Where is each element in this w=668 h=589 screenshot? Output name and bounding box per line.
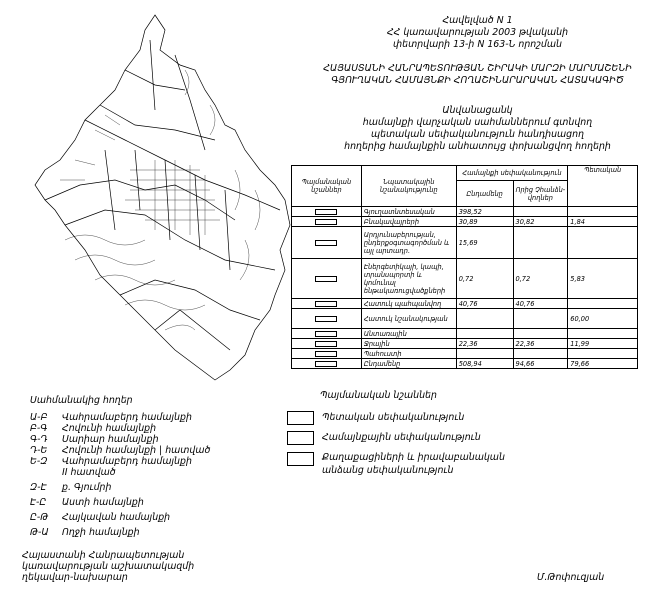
row-including: 22,36 <box>513 339 568 349</box>
row-total: 0,72 <box>456 259 513 299</box>
list-item: Ը-Թ Հայկավան համայնքի <box>30 512 171 523</box>
legend-swatch-state <box>287 411 314 425</box>
row-name: Էներգետիկայի, կապի, տրանսպորտի և կոմունալ ենթակառուցվածքների <box>361 259 456 299</box>
row-symbol <box>292 217 362 227</box>
row-state: 11,99 <box>568 339 638 349</box>
row-including <box>513 207 568 217</box>
symbol-box <box>315 351 337 357</box>
row-total: 40,76 <box>456 299 513 309</box>
symbol-box <box>315 331 337 337</box>
row-name: Հատուկ պահպանվող <box>361 299 456 309</box>
list-item: Զ-Է ք. Գյումրի <box>30 482 112 493</box>
table-row <box>292 227 638 259</box>
list-item: Ա-Բ Վահրամաբերդ համայնքի <box>30 412 192 423</box>
row-symbol <box>292 259 362 299</box>
boundaries-list <box>30 412 290 538</box>
signatory-position <box>22 550 194 583</box>
table-row <box>292 207 638 217</box>
col-header-state: Պետական <box>568 166 638 207</box>
signatory-name: Մ.Թոփուզյան <box>537 572 605 583</box>
table-row <box>292 349 638 359</box>
row-total: 30,89 <box>456 217 513 227</box>
col-header-purpose: Նպատակային նշանակությունը <box>361 166 456 207</box>
symbol-box <box>315 240 337 246</box>
row-including <box>513 349 568 359</box>
land-table <box>291 165 638 369</box>
symbol-box <box>315 361 337 367</box>
row-name: Արդյունաբերության, ընդերքօգտագործման և այլ արտադր. <box>361 227 456 259</box>
table-header-row <box>292 166 638 181</box>
row-total: 398,52 <box>456 207 513 217</box>
row-symbol <box>292 329 362 339</box>
row-name: Ջրային <box>361 339 456 349</box>
row-total <box>456 309 513 329</box>
list-item: Թ-Ա Ողջի համայնքի <box>30 527 140 538</box>
row-including <box>513 309 568 329</box>
signatory-line-2: կառավարության աշխատակազմի <box>22 561 195 572</box>
list-title-line-2: համայնքի վարչական սահմաններում գտնվող <box>362 117 593 128</box>
table-row <box>292 217 638 227</box>
table-row <box>292 259 638 299</box>
row-name: Բնակավայրերի <box>361 217 456 227</box>
row-including <box>513 227 568 259</box>
row-symbol <box>292 339 362 349</box>
row-symbol <box>292 349 362 359</box>
row-name: Հատուկ նշանակության <box>361 309 456 329</box>
row-name: Պահուստի <box>361 349 456 359</box>
decree-line-1: ՀՀ կառավարության 2003 թվականի <box>386 27 569 38</box>
legend-label-state: Պետական սեփականություն <box>322 412 465 423</box>
annex-header <box>290 15 665 51</box>
row-state: 1,84 <box>568 217 638 227</box>
row-name: Ընդամենը <box>361 359 456 369</box>
row-name: Գյուղատնտեսական <box>361 207 456 217</box>
symbol-box <box>315 341 337 347</box>
row-symbol <box>292 309 362 329</box>
row-total: 22,36 <box>456 339 513 349</box>
col-header-total: Ընդամենը <box>456 181 513 207</box>
table-row <box>292 359 638 369</box>
row-including: 30,82 <box>513 217 568 227</box>
row-total <box>456 329 513 339</box>
list-item: Գ-Դ Սարիար համայնքի <box>30 434 159 445</box>
col-header-including: Որից Չհանձն-վողներ <box>513 181 568 207</box>
cadastral-map <box>5 10 295 385</box>
row-total <box>456 349 513 359</box>
row-symbol <box>292 227 362 259</box>
row-including: 0,72 <box>513 259 568 299</box>
list-item: Դ-Ե Հովունի համայնքի | հատված <box>30 445 211 456</box>
table-row <box>292 309 638 329</box>
col-header-community: Համայնքի սեփականություն <box>456 166 568 181</box>
row-state: 60,00 <box>568 309 638 329</box>
symbol-box <box>315 316 337 322</box>
row-symbol <box>292 299 362 309</box>
row-including: 94,66 <box>513 359 568 369</box>
legend-label-community: Համայնքային սեփականություն <box>322 432 481 443</box>
row-including <box>513 329 568 339</box>
row-symbol <box>292 207 362 217</box>
list-title-line-4: հողերից համայնքին անհատույց փոխանցվող հողերի <box>344 141 611 152</box>
annex-number: Հավելված N 1 <box>442 15 513 26</box>
legend-title: Պայմանական նշաններ <box>320 390 437 401</box>
row-state <box>568 329 638 339</box>
boundaries-title: Սահմանակից հողեր <box>30 395 133 406</box>
title-line-1: ՀԱՅԱՍՏԱՆԻ ՀԱՆՐԱՊԵՏՈՒԹՅԱՆ ՇԻՐԱԿԻ ՄԱՐԶԻ ՄԱՐՄԱՇԵՆԻ <box>323 63 632 74</box>
row-including: 40,76 <box>513 299 568 309</box>
table-row <box>292 299 638 309</box>
list-item: Ե-Զ Վահրամաբերդ համայնքի <box>30 456 192 467</box>
title-line-2: ԳՅՈՒՂԱԿԱՆ ՀԱՄԱՅՆՔԻ ՀՈՂԱՇԻՆԱՐԱՐԱԿԱՆ ՀԱՏԱԿԱԳԻԾ <box>331 75 624 86</box>
row-total: 508,94 <box>456 359 513 369</box>
signatory-line-1: Հայաստանի Հանրապետության <box>22 550 185 561</box>
symbol-box <box>315 301 337 307</box>
legend-label-private-1: Քաղաքացիների և իրավաբանական <box>322 452 505 463</box>
symbol-box <box>315 276 337 282</box>
row-state <box>568 349 638 359</box>
symbol-box <box>315 219 337 225</box>
row-name: Անտառային <box>361 329 456 339</box>
list-title-line-3: պետական սեփականություն հանդիսացող <box>370 129 585 140</box>
legend-label-private-2: անձանց սեփականություն <box>322 465 454 476</box>
symbol-box <box>315 209 337 215</box>
legend-swatch-private <box>287 452 314 466</box>
row-state: 79,66 <box>568 359 638 369</box>
list-title-line-1: Անվանացանկ <box>442 105 513 116</box>
row-total: 15,69 <box>456 227 513 259</box>
list-item: Է-Ը Աստի համայնքի <box>30 497 144 508</box>
table-row <box>292 329 638 339</box>
row-state: 5,83 <box>568 259 638 299</box>
col-header-symbol: Պայմանական նշաններ <box>292 166 362 207</box>
legend-swatch-community <box>287 431 314 445</box>
table-row <box>292 339 638 349</box>
list-item: Բ-Գ Հովունի համայնքի <box>30 423 157 434</box>
document-title <box>290 63 665 87</box>
row-state <box>568 299 638 309</box>
signatory-line-3: ղեկավար-նախարար <box>22 572 128 583</box>
row-symbol <box>292 359 362 369</box>
list-title <box>290 105 665 153</box>
list-item: II հատված <box>62 467 116 478</box>
row-state <box>568 207 638 217</box>
decree-line-2: փետրվարի 13-ի N 163-Ն որոշման <box>393 39 562 50</box>
row-state <box>568 227 638 259</box>
